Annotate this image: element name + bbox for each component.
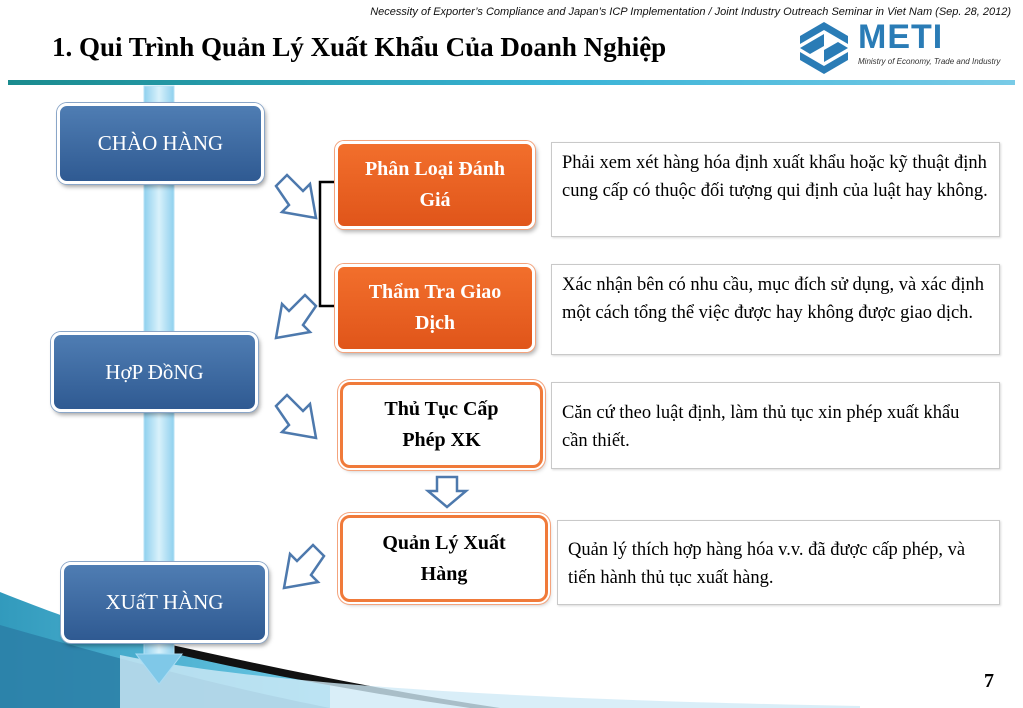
description-export-license: Căn cứ theo luật định, làm thủ tục xin phép xuất khẩu cần thiết. [551,382,1000,469]
step-classification: Phân Loại Đánh Giá [335,141,535,229]
stage-shipment: XUấT HÀNG [61,562,268,643]
step-export-license: Thủ Tục Cấp Phép XK [340,382,543,468]
bracket-connector [320,182,336,306]
description-classification: Phải xem xét hàng hóa định xuất khẩu hoặc kỹ thuật định cung cấp có thuộc đối tượng qui định của luật hay không. [551,142,1000,237]
description-shipping-management: Quản lý thích hợp hàng hóa v.v. đã được cấp phép, và tiến hành thủ tục xuất hàng. [557,520,1000,605]
step-shipping-management: Quản Lý Xuất Hàng [340,515,548,602]
page-number: 7 [984,670,994,692]
arrow-to-license-icon [276,395,316,438]
stage-offer: CHÀO HÀNG [57,103,264,184]
description-transaction-screening: Xác nhận bên có nhu cầu, mục đích sử dụng, và xác định một cách tổng thể việc được hay không được giao dịch. [551,264,1000,355]
stage-contract: HợP ĐồNG [51,332,258,412]
arrow-license-to-shipping-mgmt-icon [428,477,466,507]
arrow-from-screening-icon [276,295,316,338]
arrow-to-classification-icon [276,175,316,218]
meti-logo-subtitle: Ministry of Economy, Trade and Industry [858,57,1001,66]
meti-logo-word: METI [858,18,944,56]
arrow-to-shipment-icon [284,545,324,588]
step-transaction-screening: Thẩm Tra Giao Dịch [335,264,535,352]
page-title: 1. Qui Trình Quản Lý Xuất Khẩu Của Doanh Nghiệp [52,32,667,62]
seminar-header-note: Necessity of Exporter’s Compliance and Japan’s ICP Implementation / Joint Industry Outreach Seminar in Viet Nam (Sep. 28, 2012) [370,6,1011,18]
